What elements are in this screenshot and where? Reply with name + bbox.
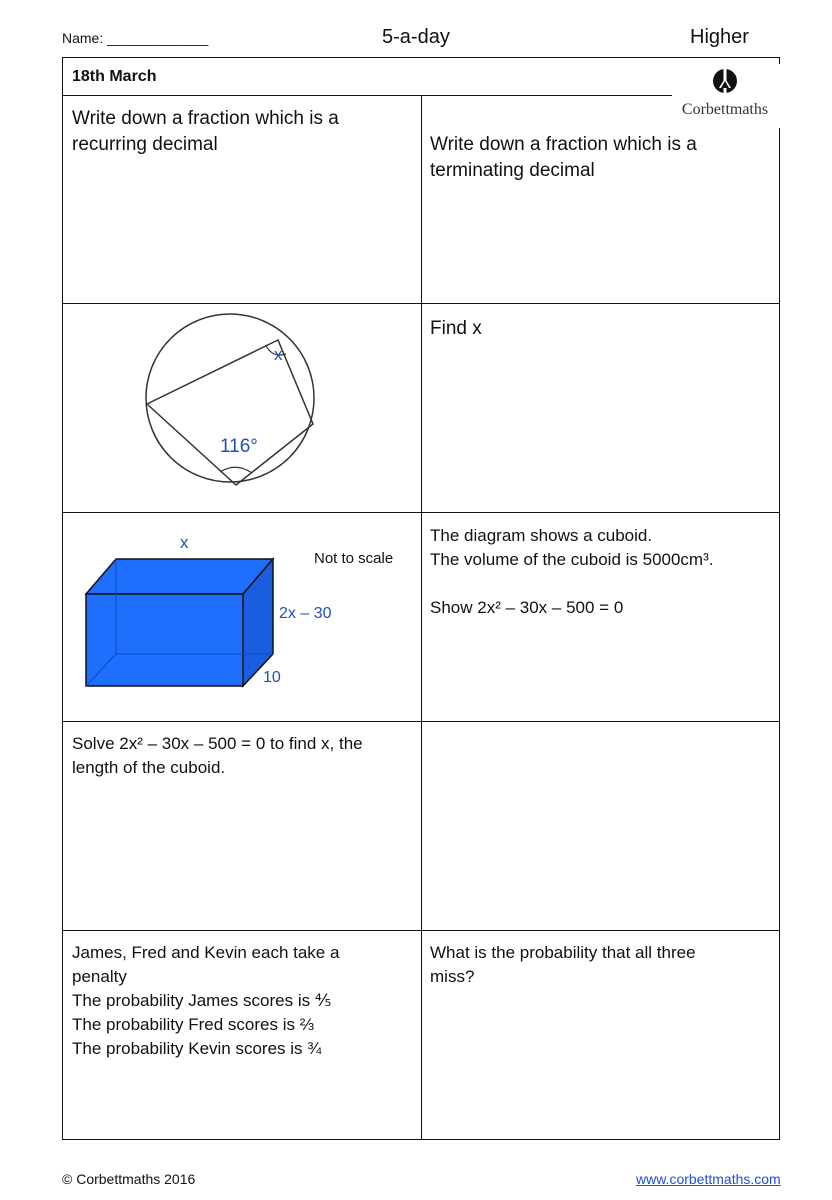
cyclic-quadrilateral [147,340,313,485]
cuboid-question-line-2: The volume of the cuboid is 5000cm³. [430,550,714,569]
penalty-line-1: James, Fred and Kevin each take a [72,943,340,962]
all-miss-line-1: What is the probability that all three [430,943,696,962]
question-recurring-decimal: Write down a fraction which is a recurring decimal [72,108,339,155]
level-label: Higher [690,26,749,48]
cuboid-question-line-1: The diagram shows a cuboid. [430,526,653,545]
penalty-line-5: The probability Kevin scores is ¾ [72,1039,322,1058]
cuboid-height-label: 2x – 30 [279,605,332,622]
circle-quadrilateral-diagram [130,312,330,502]
logo-text: Corbettmaths [681,101,769,118]
name-field-label: Name: _____________ [62,30,209,46]
cuboid-front-face [86,594,243,686]
cuboid-width-label: x [180,533,189,552]
cuboid-diagram [72,528,417,703]
grid-line-row2 [62,512,780,513]
solve-quadratic-line-1: Solve 2x² – 30x – 500 = 0 to find x, the [72,734,363,753]
angle-x-label: x [274,345,283,364]
cuboid-question-text [430,524,775,620]
penalty-line-3: The probability James scores is ⅘ [72,991,332,1010]
worksheet-title: 5-a-day [382,26,450,48]
penalty-question [72,941,417,1061]
question-terminating-decimal: Write down a fraction which is a terminating decimal [430,134,697,181]
copyright-text: © Corbettmaths 2016 [62,1171,196,1187]
grid-line-row3 [62,721,780,722]
cuboid-depth-label: 10 [263,669,281,686]
grid-line-middle [421,95,422,1140]
cuboid-top-face [86,559,273,594]
cuboid-question-line-3: Show 2x² – 30x – 500 = 0 [430,598,624,617]
angle-116-label: 116° [220,436,258,457]
solve-quadratic-line-2: length of the cuboid. [72,758,226,777]
date-label: 18th March [72,68,157,85]
grid-line-row1 [62,303,780,304]
corbettmaths-logo [672,64,782,128]
corbettmaths-link[interactable]: www.corbettmaths.com [636,1171,781,1187]
all-miss-question [430,941,775,989]
question-find-x: Find x [430,318,482,339]
all-miss-line-2: miss? [430,967,475,986]
solve-quadratic-question [72,732,417,780]
grid-line-row4 [62,930,780,931]
logo-emblem-icon [672,64,782,102]
not-to-scale-note: Not to scale [314,550,394,567]
penalty-line-2: penalty [72,967,127,986]
penalty-line-4: The probability Fred scores is ⅔ [72,1015,314,1034]
angle-116-arc [220,467,252,473]
